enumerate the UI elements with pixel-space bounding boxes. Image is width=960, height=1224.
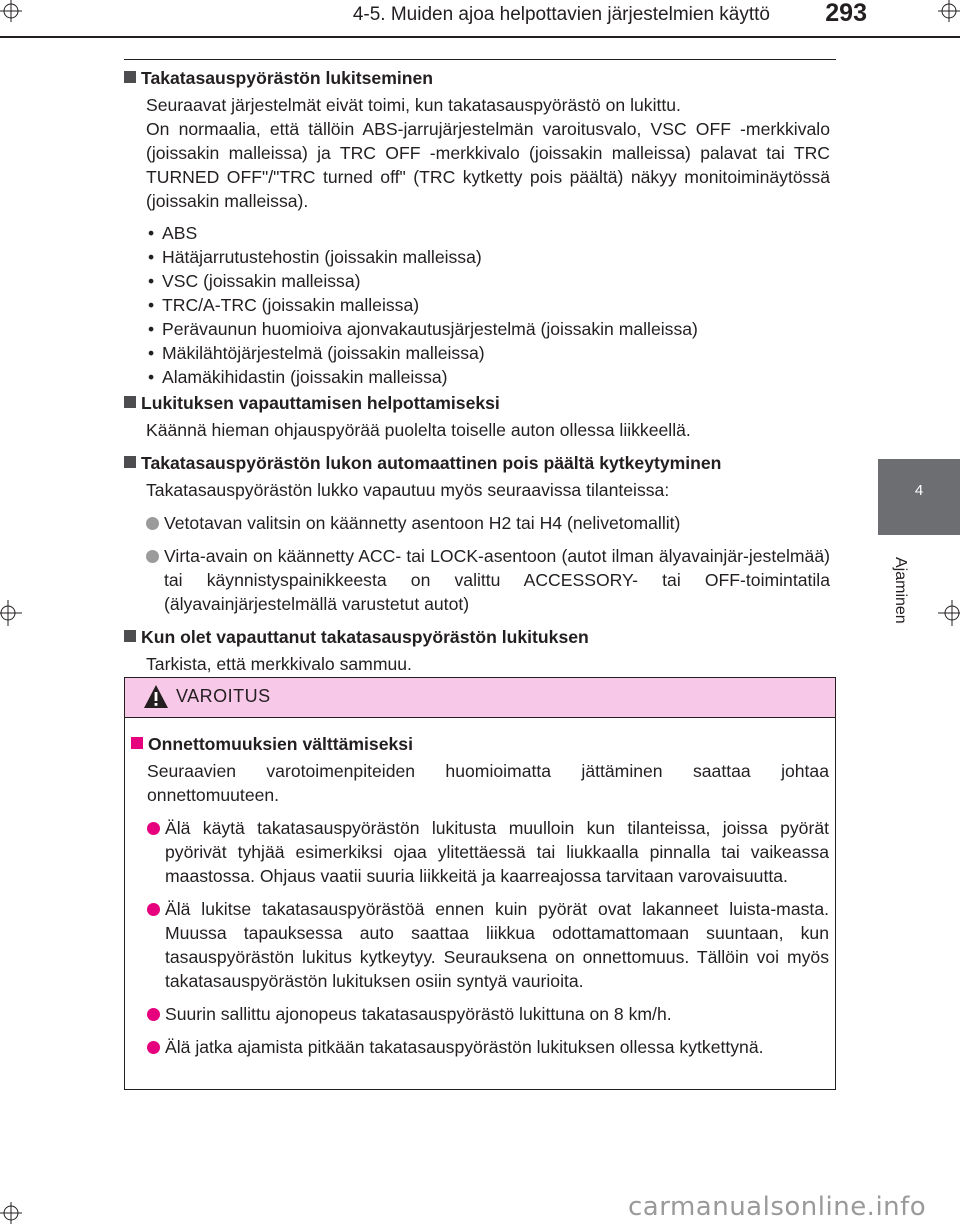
circle-bullet-icon bbox=[146, 550, 159, 563]
circle-bullet-icon bbox=[147, 1008, 160, 1021]
crop-mark-top-right bbox=[930, 0, 960, 30]
list-item: • Alamäkihidastin (joissakin malleissa) bbox=[148, 365, 830, 389]
square-bullet-icon bbox=[124, 456, 136, 468]
list-item: • Perävaunun huomioiva ajonvakautusjärjestelmä (joissakin malleissa) bbox=[148, 317, 830, 341]
warning-heading: Onnettomuuksien välttämiseksi bbox=[131, 732, 829, 756]
square-bullet-icon bbox=[131, 737, 143, 749]
page-number: 293 bbox=[825, 0, 867, 27]
chapter-label: Ajaminen bbox=[892, 556, 909, 624]
warning-triangle-icon bbox=[143, 684, 169, 710]
list-item: • ABS bbox=[148, 221, 830, 245]
list-item: Vetotavan valitsin on käännetty asentoon H2 tai H4 (nelivetomallit) bbox=[146, 511, 830, 535]
lock-paragraph-1: Seuraavat järjestelmät eivät toimi, kun takatasauspyörästö on lukittu. bbox=[146, 95, 681, 115]
content-divider bbox=[124, 59, 836, 60]
section-heading-after: Kun olet vapauttanut takatasauspyörästön lukituksen bbox=[124, 625, 830, 649]
header-divider bbox=[0, 36, 960, 38]
list-item: • TRC/A-TRC (joissakin malleissa) bbox=[148, 293, 830, 317]
disabled-systems-list bbox=[148, 221, 830, 389]
chapter-tab bbox=[878, 459, 960, 535]
list-item: Älä jatka ajamista pitkään takatasauspyörästön lukituksen ollessa kytkettynä. bbox=[147, 1035, 829, 1059]
section-heading-auto-off: Takatasauspyörästön lukon automaattinen pois päältä kytkeytyminen bbox=[124, 451, 830, 475]
circle-bullet-icon bbox=[147, 1041, 160, 1054]
release-paragraph: Käännä hieman ohjauspyörää puolelta toiselle auton ollessa liikkeellä. bbox=[146, 420, 691, 440]
warning-header bbox=[125, 678, 835, 718]
section-heading-lock: Takatasauspyörästön lukitseminen bbox=[124, 66, 830, 90]
crop-mark-mid-right bbox=[936, 598, 960, 628]
circle-bullet-icon bbox=[147, 822, 160, 835]
list-item: • VSC (joissakin malleissa) bbox=[148, 269, 830, 293]
circle-bullet-icon bbox=[147, 903, 160, 916]
warning-paragraph: Seuraavien varotoimenpiteiden huomioimatta jättäminen saattaa johtaa onnettomuuteen. bbox=[147, 761, 829, 805]
square-bullet-icon bbox=[124, 396, 136, 408]
list-item: • Hätäjarrutustehostin (joissakin malleissa) bbox=[148, 245, 830, 269]
lock-paragraph-2: On normaalia, että tällöin ABS-jarrujärjestelmän varoitusvalo, VSC OFF -merkkivalo (joissakin malleissa) ja TRC OFF -merkkivalo (joissakin malleissa) palavat tai TRC TURNED OFF"/"TRC turned off" (TRC kytketty pois päältä) näkyy monitoiminäytössä (joissakin malleissa). bbox=[146, 119, 830, 211]
list-item: Suurin sallittu ajonopeus takatasauspyörästö lukittuna on 8 km/h. bbox=[147, 1002, 829, 1026]
auto-off-paragraph: Takatasauspyörästön lukko vapautuu myös seuraavissa tilanteissa: bbox=[146, 480, 670, 500]
main-content bbox=[124, 66, 830, 676]
watermark: carmanualsonline.info bbox=[628, 1192, 927, 1222]
page-header-title: 4-5. Muiden ajoa helpottavien järjestelmien käyttö bbox=[352, 4, 770, 25]
square-bullet-icon bbox=[124, 630, 136, 642]
after-paragraph: Tarkista, että merkkivalo sammuu. bbox=[146, 654, 412, 674]
crop-mark-mid-left bbox=[0, 598, 24, 628]
warning-box bbox=[124, 677, 836, 1090]
list-item: • Mäkilähtöjärjestelmä (joissakin malleissa) bbox=[148, 341, 830, 365]
square-bullet-icon bbox=[124, 71, 136, 83]
crop-mark-bottom-left bbox=[0, 1194, 30, 1224]
chapter-number: 4 bbox=[914, 482, 924, 499]
warning-title: VAROITUS bbox=[176, 686, 271, 706]
crop-mark-top-left bbox=[0, 0, 30, 30]
section-heading-release: Lukituksen vapauttamisen helpottamiseksi bbox=[124, 391, 830, 415]
circle-bullet-icon bbox=[146, 517, 159, 530]
list-item: Älä lukitse takatasauspyörästöä ennen kuin pyörät ovat lakanneet luista-masta. Muussa tapauksessa auto saattaa liikkua odottamattomaan suuntaan, kun tasauspyörästön lukitus kytkeytyy. Seurauksena on onnettomuus. Tällöin voi myös takatasauspyörästön lukituksen osiin syntyä vaurioita. bbox=[147, 897, 829, 993]
warning-body bbox=[131, 732, 829, 1059]
list-item: Virta-avain on käännetty ACC- tai LOCK-asentoon (autot ilman älyavainjär-jestelmää) tai käynnistyspainikkeesta on valittu ACCESSORY- tai OFF-toimintatila (älyavainjärjestelmällä varustetut autot) bbox=[146, 544, 830, 616]
list-item: Älä käytä takatasauspyörästön lukitusta muulloin kun tilanteissa, joissa pyörät pyörivät tyhjää esimerkiksi ojaa ylitettäessä tai liukkaalla pinnalla tai vaikeassa maastossa. Ohjaus vaatii suuria liikkeitä ja kaarreajossa tarvitaan varovaisuutta. bbox=[147, 816, 829, 888]
